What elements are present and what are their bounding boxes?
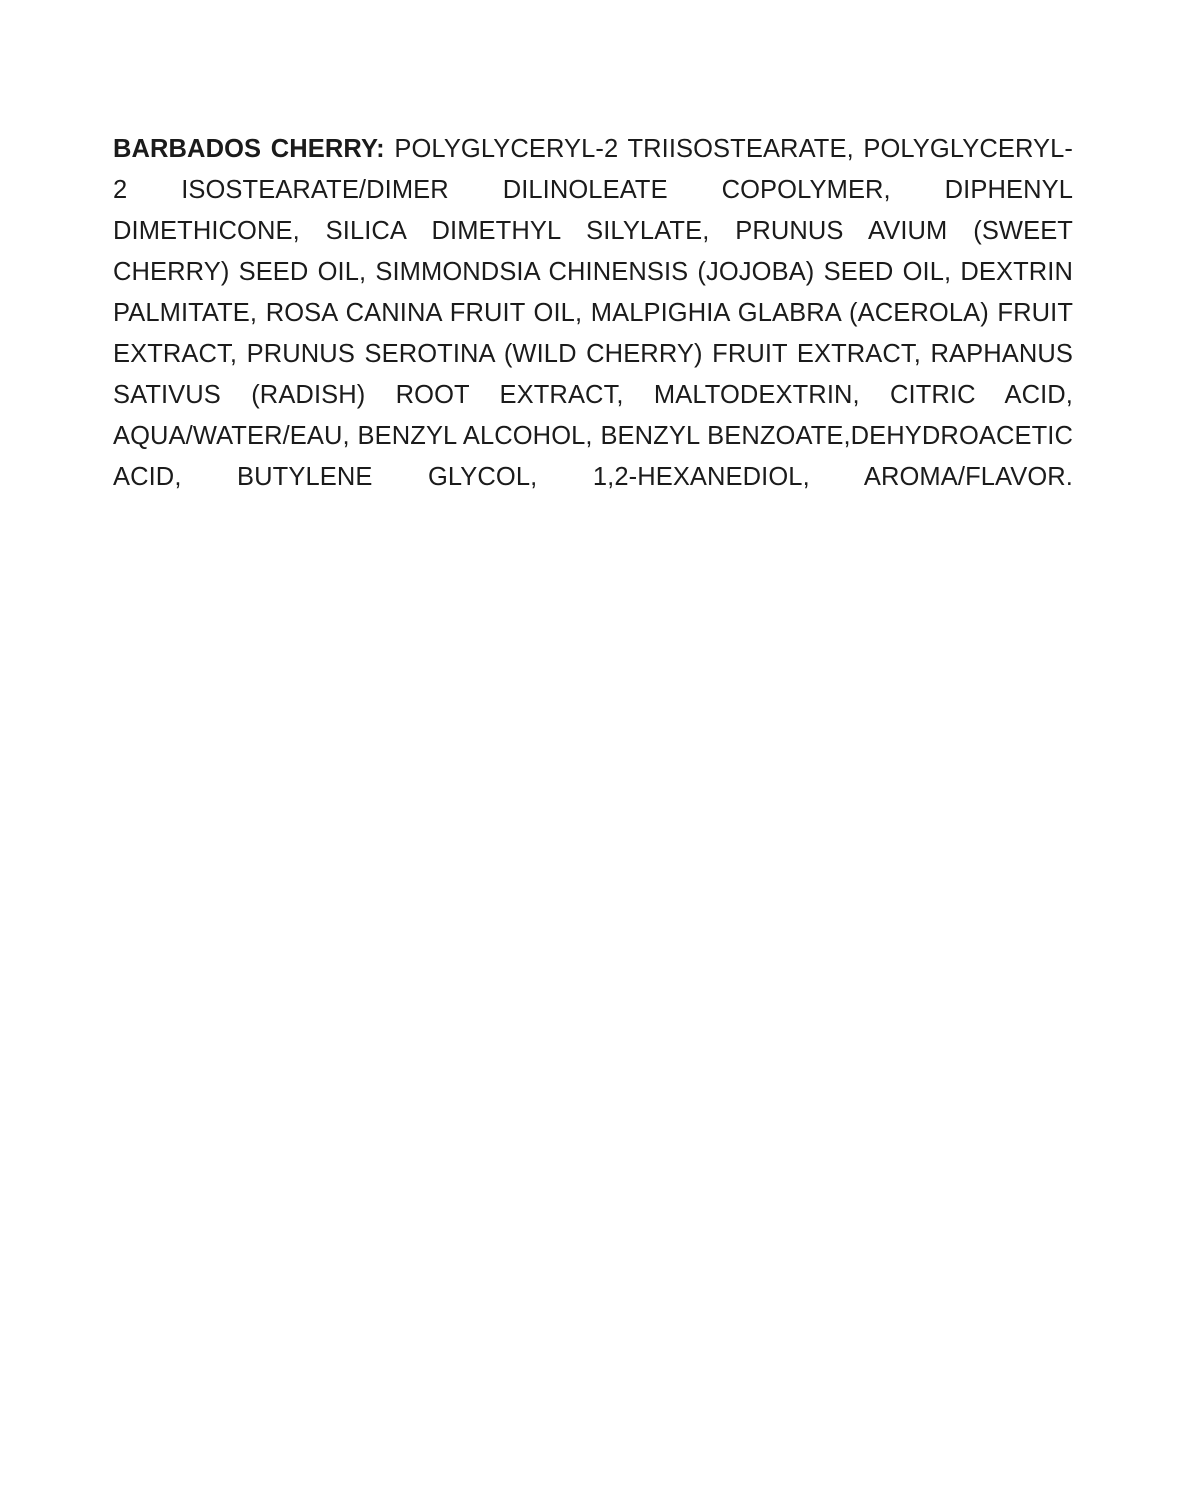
ingredients-block [113,103,1073,564]
variant-label: BARBADOS CHERRY: [113,134,385,163]
ingredients-paragraph [113,129,1073,539]
ingredient-list: POLYGLYCERYL-2 TRIISOSTEARATE, POLYGLYCERYL-2 ISOSTEARATE/DIMER DILINOLEATE COPOLYMER, DIPHENYL DIMETHICONE, SILICA DIMETHYL SILYLATE, PRUNUS AVIUM (SWEET CHERRY) SEED OIL, SIMMONDSIA CHINENSIS (JOJOBA) SEED OIL, DEXTRIN PALMITATE, ROSA CANINA FRUIT OIL, MALPIGHIA GLABRA (ACEROLA) FRUIT EXTRACT, PRUNUS SEROTINA (WILD CHERRY) FRUIT EXTRACT, RAPHANUS SATIVUS (RADISH) ROOT EXTRACT, MALTODEXTRIN, CITRIC ACID, AQUA/WATER/EAU, BENZYL ALCOHOL, BENZYL BENZOATE,DEHYDROACETIC ACID, BUTYLENE GLYCOL, 1,2-HEXANEDIOL, AROMA/FLAVOR. [113,134,1073,491]
